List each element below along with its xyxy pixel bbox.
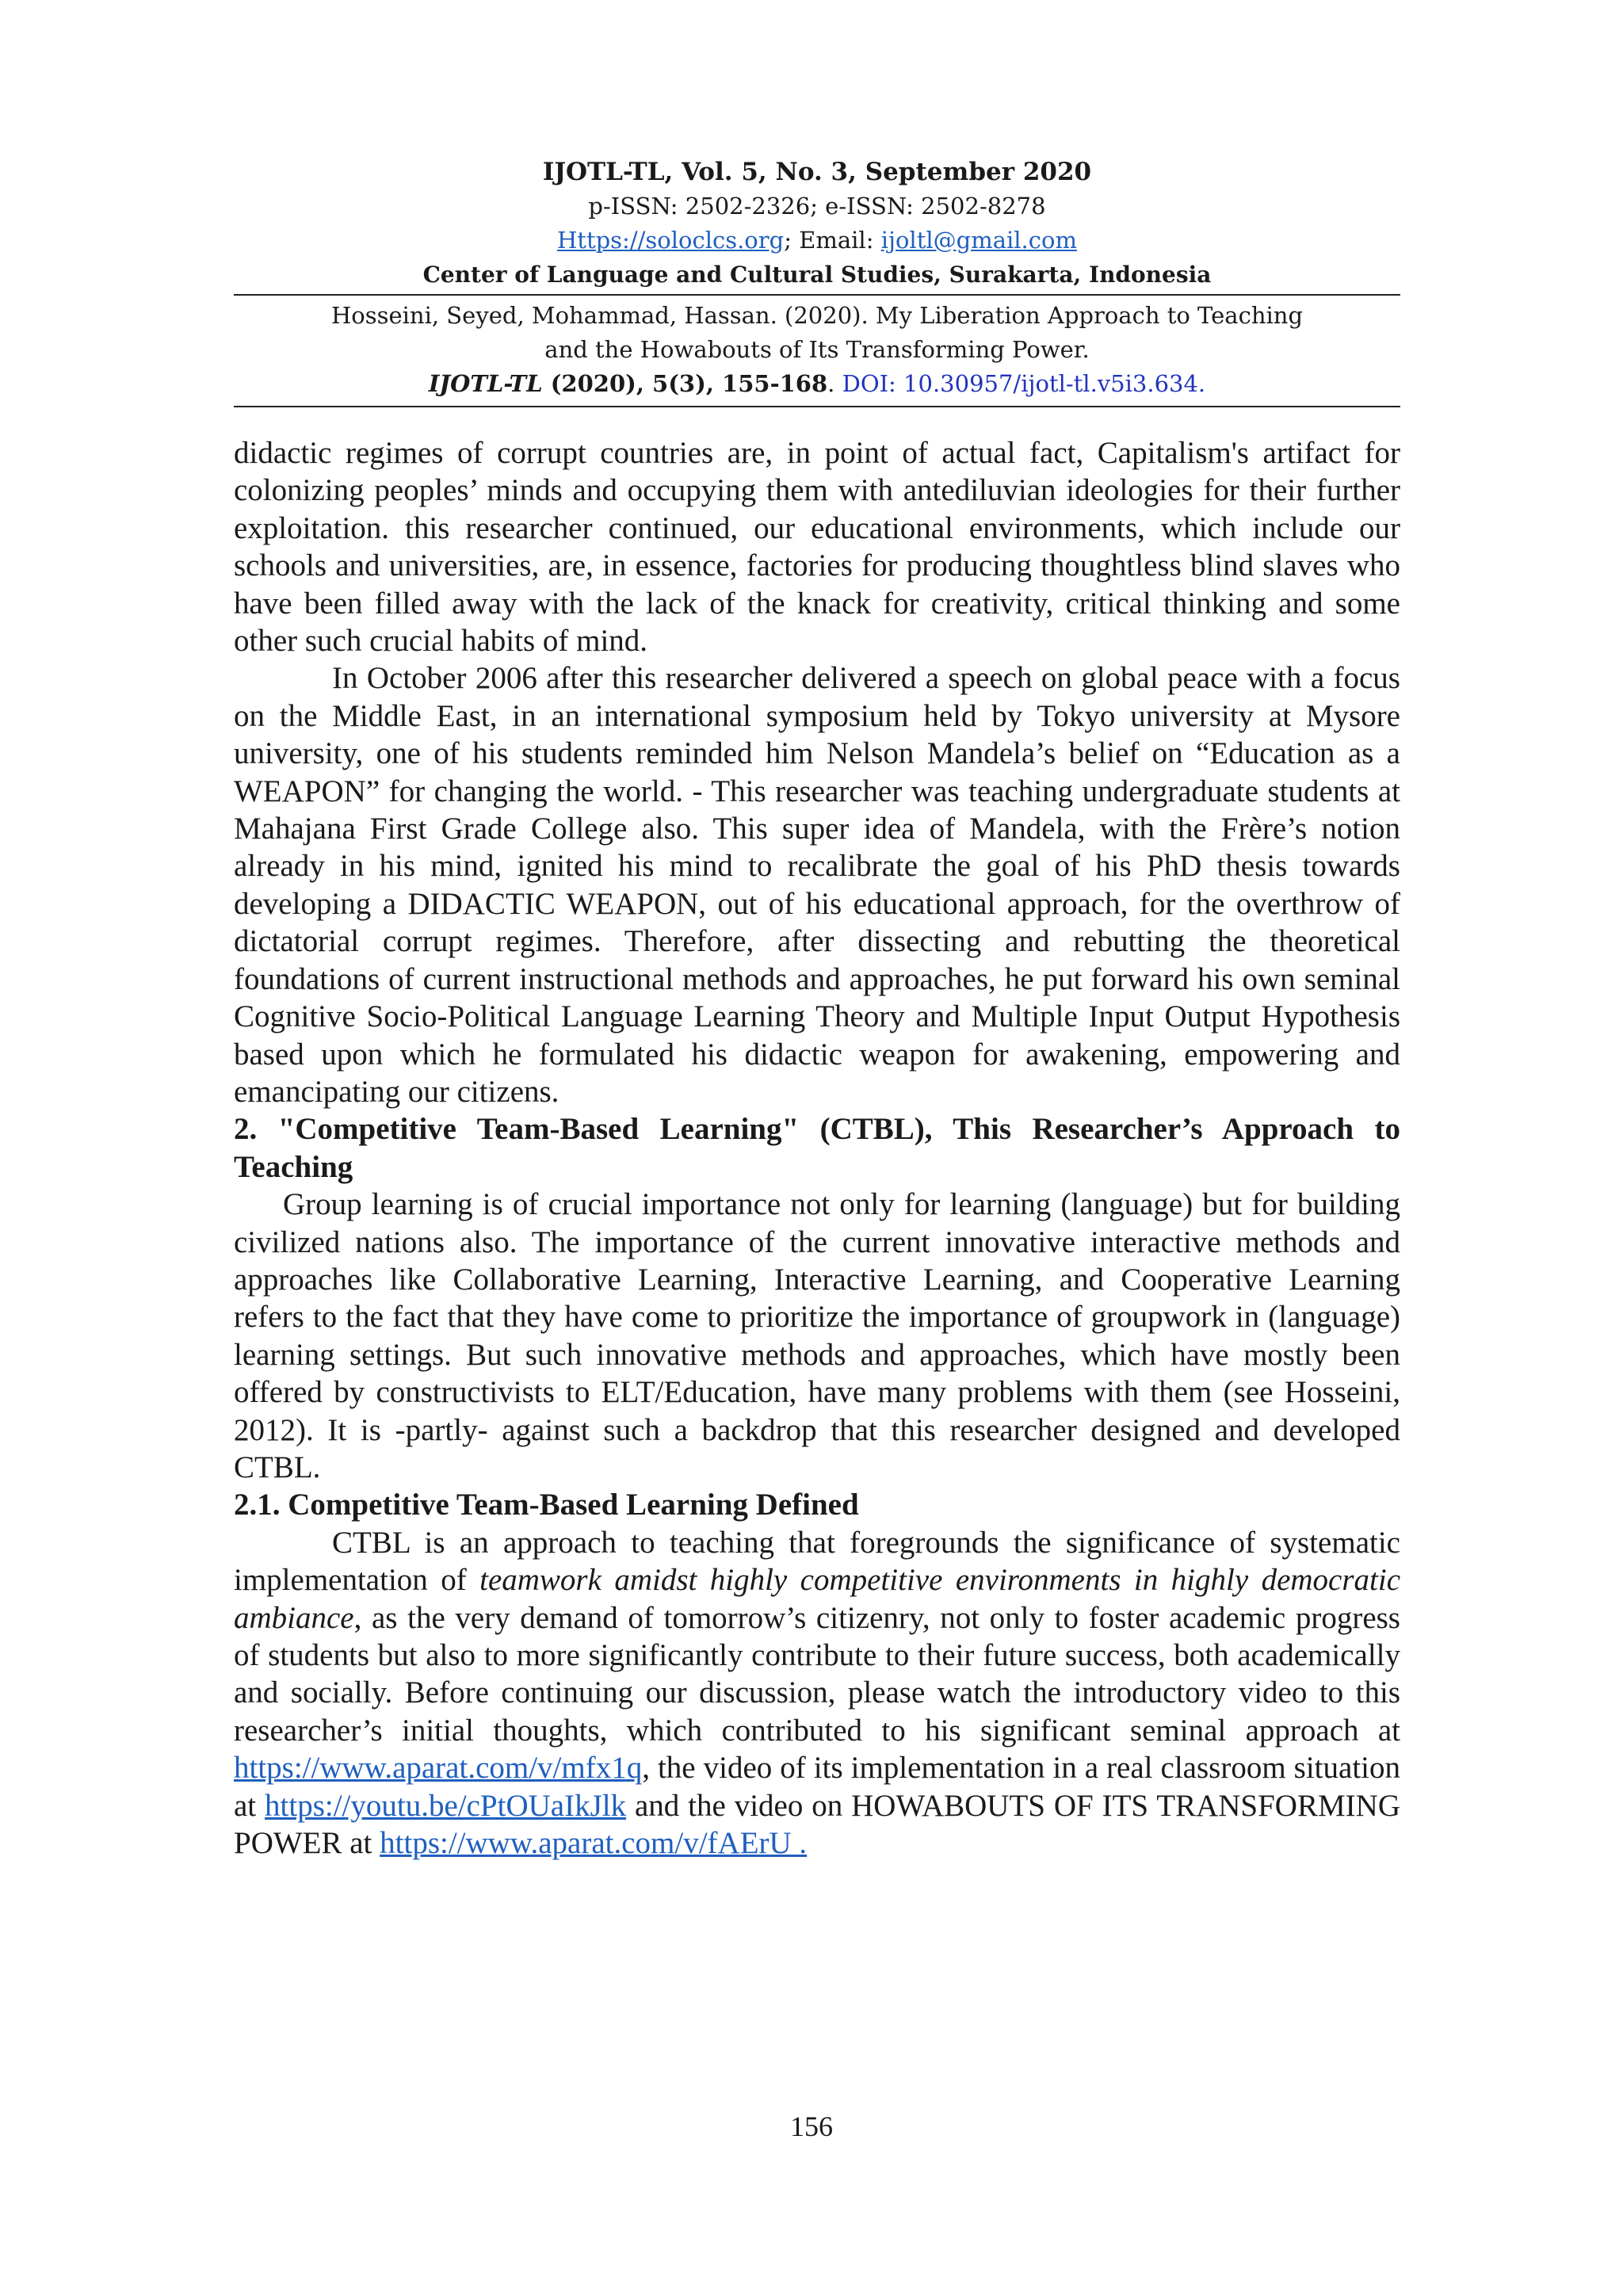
page-header bbox=[234, 155, 1400, 411]
paragraph-2: In October 2006 after this researcher delivered a speech on global peace with a focus on the Middle East, in an international symposium held by Tokyo university at Mysore university, one of his students reminded him Nelson Mandela’s belief on “Education as a WEAPON” for changing the world. - This researcher was teaching undergraduate students at Mahajana First Grade College also. This super idea of Mandela, with the Frère’s notion already in his mind, ignited his mind to recalibrate the goal of his PhD thesis towards developing a DIDACTIC WEAPON, out of his educational approach, for the overthrow of dictatorial corrupt regimes. Therefore, after dissecting and rebutting the theoretical foundations of current instructional methods and approaches, he put forward his own seminal Cognitive Socio-Political Language Learning Theory and Multiple Input Output Hypothesis based upon which he formulated his didactic weapon for awakening, empowering and emancipating our citizens. bbox=[234, 661, 1400, 1109]
contact-line bbox=[234, 223, 1400, 258]
header-rule-top bbox=[234, 294, 1400, 296]
citation-details: (2020), 5(3), 155-168 bbox=[542, 370, 828, 397]
center-name: Center of Language and Cultural Studies, Surakarta, Indonesia bbox=[422, 262, 1212, 288]
citation-line-1: Hosseini, Seyed, Mohammad, Hassan. (2020). My Liberation Approach to Teaching bbox=[330, 302, 1304, 329]
issn-line: p-ISSN: 2502-2326; e-ISSN: 2502-8278 bbox=[588, 193, 1046, 220]
paragraph-4-text-b: , as the very demand of tomorrow’s citizenry, not only to foster academic progress of students but also to more significantly contribute to their future success, both academically and socially. Before continuing our discussion, please watch the introductory video to this researcher’s initial thoughts, which contributed to his significant seminal approach at bbox=[234, 1600, 1400, 1748]
youtube-link[interactable]: https://youtu.be/cPtOUaIkJlk bbox=[265, 1788, 627, 1823]
paragraph-4 bbox=[234, 1524, 1400, 1862]
header-rule-bottom bbox=[234, 406, 1400, 407]
paragraph-4-italic: teamwork amidst highly competitive environments in highly democratic ambiance bbox=[234, 1563, 1401, 1635]
citation-line-3 bbox=[234, 367, 1400, 401]
section-heading-2-1: 2.1. Competitive Team-Based Learning Defined bbox=[234, 1488, 859, 1522]
citation-line-2: and the Howabouts of Its Transforming Power. bbox=[544, 336, 1090, 363]
citation-period: . bbox=[827, 370, 842, 397]
paragraph-4-text-c: , the video of its implementation in a real classroom situation at bbox=[234, 1751, 1400, 1823]
email-label: ; Email: bbox=[784, 227, 881, 254]
aparat-link-2[interactable]: https://www.aparat.com/v/fAErU . bbox=[380, 1826, 808, 1861]
paragraph-4-text-d: and the video on HOWABOUTS OF ITS TRANSFORMING POWER at bbox=[234, 1788, 1400, 1861]
email-link[interactable]: ijoltl@gmail.com bbox=[880, 227, 1077, 254]
paragraph-1: didactic regimes of corrupt countries are, in point of actual fact, Capitalism's artifact for colonizing peoples’ minds and occupying them with antediluvian ideologies for their further exploitation. this researcher continued, our educational environments, which include our schools and universities, are, in essence, factories for producing thoughtless blind slaves who have been filled away with the lack of the knack for creativity, critical thinking and some other such crucial habits of mind. bbox=[234, 436, 1400, 659]
doi-link[interactable]: DOI: 10.30957/ijotl-tl.v5i3.634. bbox=[842, 370, 1206, 397]
website-link[interactable]: Https://soloclcs.org bbox=[557, 227, 785, 254]
paragraph-4-text-a: CTBL is an approach to teaching that foregrounds the significance of systematic implementation of bbox=[234, 1525, 1400, 1598]
article-body bbox=[234, 434, 1400, 1862]
page-number: 156 bbox=[790, 2111, 833, 2142]
section-heading-2: 2. "Competitive Team-Based Learning" (CTBL), This Researcher’s Approach to Teaching bbox=[234, 1112, 1400, 1184]
aparat-link-1[interactable]: https://www.aparat.com/v/mfx1q bbox=[234, 1751, 643, 1786]
journal-title: IJOTL-TL, Vol. 5, No. 3, September 2020 bbox=[542, 158, 1092, 186]
paragraph-3: Group learning is of crucial importance not only for learning (language) but for building civilized nations also. The importance of the current innovative interactive methods and approaches like Collaborative Learning, Interactive Learning, and Cooperative Learning refers to the fact that they have come to prioritize the importance of groupwork in (language) learning settings. But such innovative methods and approaches, which have mostly been offered by constructivists to ELT/Education, have many problems with them (see Hosseini, 2012). It is -partly- against such a backdrop that this researcher designed and developed CTBL. bbox=[234, 1187, 1400, 1484]
citation-journal: IJOTL-TL bbox=[428, 370, 543, 397]
